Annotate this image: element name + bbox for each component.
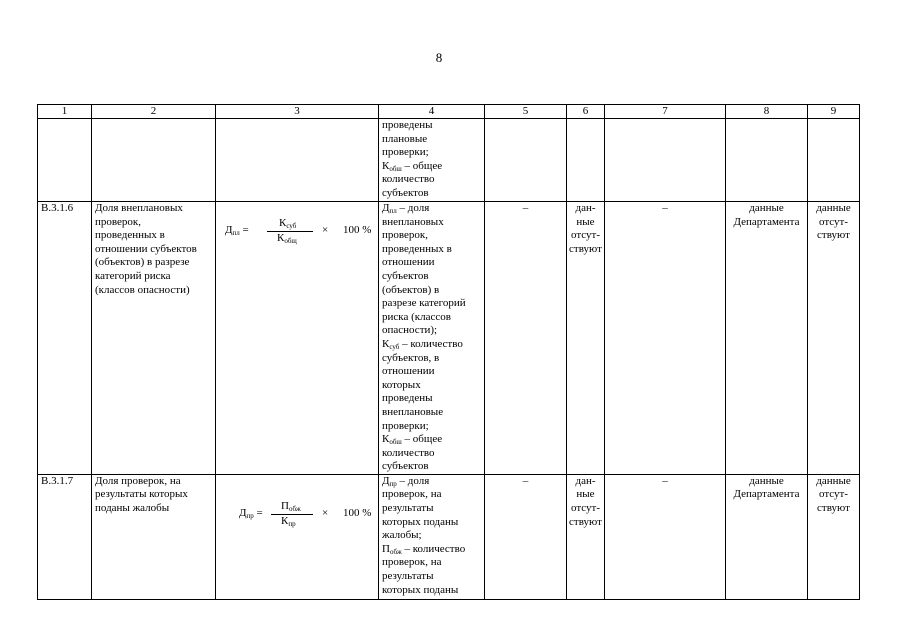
text-line: поданы жалобы xyxy=(95,502,170,515)
text-line: проверки; xyxy=(382,146,429,159)
cell-col5 xyxy=(485,119,567,202)
table-row xyxy=(38,474,860,599)
text-line: $К_{суб}$ – количество xyxy=(382,337,463,351)
formula-lhs: $Д_{пл}$ = xyxy=(225,224,249,237)
indicator-name xyxy=(92,474,216,599)
cell-code xyxy=(38,119,92,202)
text-line: которых xyxy=(382,378,421,391)
table-row xyxy=(38,202,860,475)
text-line: $П_{обж}$ – количество xyxy=(382,542,466,556)
indicators-table xyxy=(37,104,860,600)
cell-col6 xyxy=(567,202,605,475)
text-line: дан- xyxy=(575,202,596,214)
text-line: проверок, на xyxy=(382,556,442,569)
cell-col7: – xyxy=(605,202,726,475)
text-line: отсут- xyxy=(818,215,848,228)
text-line: (классов опасности) xyxy=(95,283,190,296)
text-line: Департамента xyxy=(733,488,800,501)
cell-col6 xyxy=(567,474,605,599)
formula-times: × xyxy=(322,224,329,236)
formula-percent: 100 % xyxy=(343,224,372,236)
text-line xyxy=(382,160,481,174)
text-line: субъектов xyxy=(382,460,429,473)
cell-col8 xyxy=(726,119,808,202)
text-line: отсут- xyxy=(570,502,600,515)
text-line: жалобы; xyxy=(382,529,422,542)
text-line: $Д_{пр}$ – доля xyxy=(382,474,430,488)
text-line: разрезе категорий xyxy=(382,297,466,310)
column-number: 4 xyxy=(379,105,485,119)
text-line: дан- xyxy=(575,474,596,487)
text-line: отсут- xyxy=(570,229,600,242)
text-line: проведены xyxy=(382,119,433,131)
cell-definitions xyxy=(379,119,485,202)
text-line: $Д_{пл}$ – доля xyxy=(382,202,430,215)
cell-formula xyxy=(216,119,379,202)
text-line: проведены xyxy=(382,392,433,405)
text-line: ствуют xyxy=(817,229,850,242)
text-line: отношении xyxy=(382,365,435,378)
text-line: проверок, xyxy=(382,229,428,242)
cell-col7: – xyxy=(605,474,726,599)
text-line: категорий риска xyxy=(95,269,171,282)
formula-denominator: $К_{общ}$ xyxy=(277,232,297,245)
cell-col9 xyxy=(808,202,860,475)
column-number: 8 xyxy=(726,105,808,119)
formula-numerator: $П_{обж}$ xyxy=(281,499,301,513)
cell-col8 xyxy=(726,202,808,475)
text-line: данные xyxy=(749,202,784,214)
text-line: которых поданы xyxy=(382,515,459,528)
column-number: 5 xyxy=(485,105,567,119)
formula-cell xyxy=(216,202,379,475)
text-line: субъектов, в xyxy=(382,351,440,364)
page-number: 8 xyxy=(435,50,443,65)
text-line: результаты xyxy=(382,502,434,515)
symbol-text: – общее xyxy=(401,159,443,172)
cell-col9 xyxy=(808,474,860,599)
text-line: субъектов xyxy=(382,186,429,199)
symbol-subscript: обш xyxy=(389,164,402,173)
text-line: опасности); xyxy=(382,324,438,337)
column-number: 2 xyxy=(92,105,216,119)
text-line: проведенных в xyxy=(382,242,452,255)
cell-col5: – xyxy=(485,202,567,475)
text-line: ные xyxy=(576,488,595,501)
column-number-row xyxy=(38,105,860,119)
text-line: ствуют xyxy=(569,242,602,255)
indicator-name xyxy=(92,202,216,475)
text-line: проверок, xyxy=(95,215,141,228)
text-line: результаты которых xyxy=(95,488,188,501)
cell-definitions xyxy=(379,474,485,599)
text-line: $К_{обш}$ – общее xyxy=(382,433,443,447)
text-line: плановые xyxy=(382,132,428,145)
column-number: 6 xyxy=(567,105,605,119)
formula xyxy=(219,202,375,262)
formula-lhs: $Д_{пр}$ = xyxy=(239,506,263,520)
cell-definitions xyxy=(379,202,485,475)
cell-name xyxy=(92,119,216,202)
text-line: отсут- xyxy=(818,488,848,501)
text-line: внеплановые xyxy=(382,405,444,418)
cell-col7 xyxy=(605,119,726,202)
text-line: внеплановых xyxy=(382,215,444,228)
text-line: отношении xyxy=(382,256,435,269)
cell-col9 xyxy=(808,119,860,202)
text-line: данные xyxy=(816,202,851,214)
text-line: которых поданы xyxy=(382,583,459,596)
text-line: проверки; xyxy=(382,419,429,432)
text-line: Департамента xyxy=(733,215,800,228)
text-line: (объектов) в xyxy=(382,283,440,296)
formula-percent: 100 % xyxy=(343,506,372,519)
formula-times: × xyxy=(322,506,329,519)
symbol: К xyxy=(382,159,390,172)
formula-cell xyxy=(216,474,379,599)
column-number: 1 xyxy=(38,105,92,119)
text-line: количество xyxy=(382,446,435,459)
indicator-code: В.3.1.6 xyxy=(38,202,92,475)
column-number: 3 xyxy=(216,105,379,119)
text-line: данные xyxy=(749,474,784,487)
text-line: результаты xyxy=(382,570,434,583)
text-line: ствуют xyxy=(569,515,602,528)
text-line: ствуют xyxy=(817,502,850,515)
text-line: данные xyxy=(816,474,851,487)
text-line: проверок, на xyxy=(382,488,442,501)
column-number: 9 xyxy=(808,105,860,119)
continuation-row xyxy=(38,119,860,202)
text-line: отношении субъектов xyxy=(95,242,197,255)
cell-col5: – xyxy=(485,474,567,599)
formula xyxy=(219,475,375,535)
text-line: количество xyxy=(382,173,435,186)
text-line: (объектов) в разрезе xyxy=(95,256,190,269)
column-number: 7 xyxy=(605,105,726,119)
cell-col6 xyxy=(567,119,605,202)
text-line: субъектов xyxy=(382,269,429,282)
text-line: ные xyxy=(576,215,595,228)
text-line: проведенных в xyxy=(95,229,165,242)
formula-denominator: $К_{пр}$ xyxy=(281,514,296,528)
text-line: риска (классов xyxy=(382,310,451,323)
indicator-code: В.3.1.7 xyxy=(38,474,92,599)
text-line: Доля проверок, на xyxy=(95,474,181,487)
cell-col8 xyxy=(726,474,808,599)
formula-numerator: $К_{суб}$ xyxy=(279,217,297,230)
text-line: Доля внеплановых xyxy=(95,202,183,214)
